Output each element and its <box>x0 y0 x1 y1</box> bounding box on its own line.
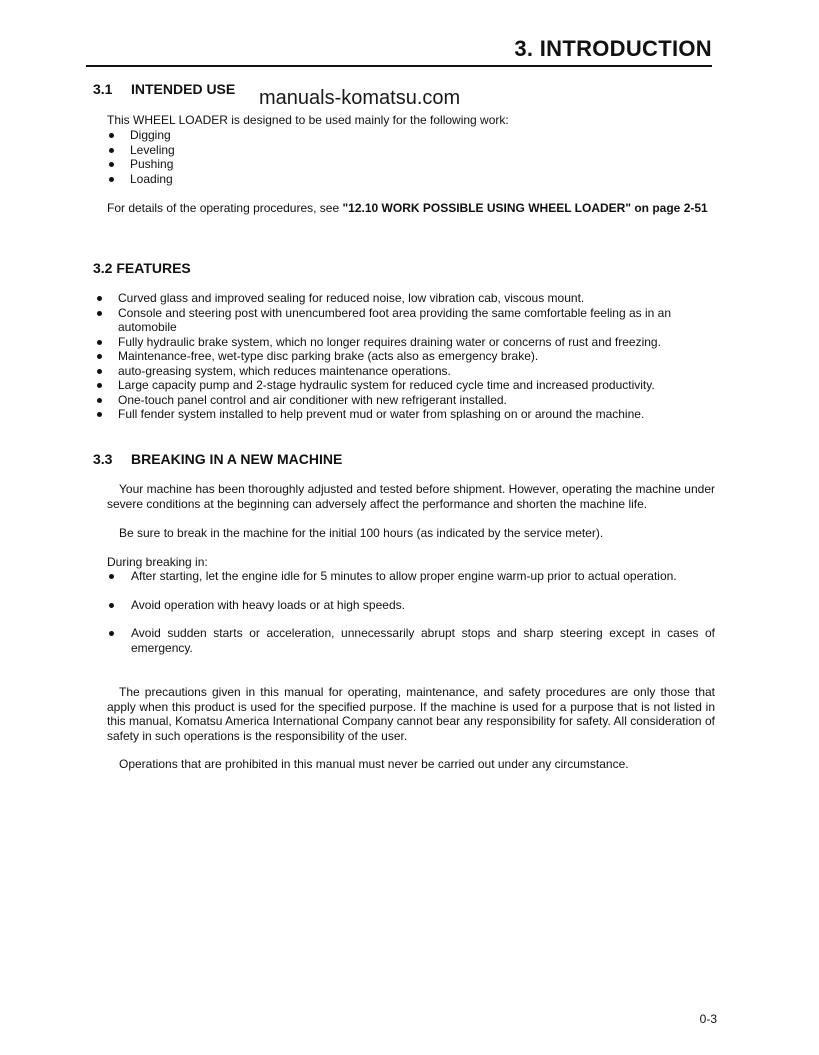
list-item: One-touch panel control and air conditioner with new refrigerant installed. <box>95 393 717 408</box>
list-item: Full fender system installed to help prevent mud or water from splashing on or around the machine. <box>95 407 717 422</box>
details-reference: "12.10 WORK POSSIBLE USING WHEEL LOADER" on page 2-51 <box>342 201 708 215</box>
details-prefix: For details of the operating procedures, see <box>107 201 343 215</box>
section-3-3-title: BREAKING IN A NEW MACHINE <box>131 451 343 467</box>
breaking-in-list <box>107 569 715 669</box>
features-list <box>95 291 717 422</box>
section-3-2-heading: 3.2 FEATURES <box>93 260 191 276</box>
section-3-3-heading <box>93 451 342 467</box>
list-item: Curved glass and improved sealing for reduced noise, low vibration cab, viscous mount. <box>95 291 717 306</box>
during-breaking-in-label: During breaking in: <box>107 555 208 569</box>
title-rule <box>86 65 712 67</box>
intended-use-list <box>107 128 407 186</box>
list-item: Maintenance-free, wet-type disc parking brake (acts also as emergency brake). <box>95 349 717 364</box>
prohibited-operations-paragraph: Operations that are prohibited in this manual must never be carried out under any circumstance. <box>119 757 629 771</box>
page-number: 0-3 <box>699 1012 717 1026</box>
list-item: Leveling <box>107 143 407 158</box>
breaking-in-paragraph-1: Your machine has been thoroughly adjusted and tested before shipment. However, operating the machine under severe conditions at the beginning can adversely affect the performance and shorten the machine life. <box>107 482 715 511</box>
list-item: Large capacity pump and 2-stage hydraulic system for reduced cycle time and increased productivity. <box>95 378 717 393</box>
section-3-1-intro: This WHEEL LOADER is designed to be used mainly for the following work: <box>107 113 509 127</box>
section-3-1-details <box>107 201 719 216</box>
list-item: Pushing <box>107 157 407 172</box>
list-item: Digging <box>107 128 407 143</box>
list-item: Console and steering post with unencumbered foot area providing the same comfortable feeling as in an automobile <box>95 306 717 335</box>
chapter-title: 3. INTRODUCTION <box>514 36 712 61</box>
list-item: After starting, let the engine idle for 5 minutes to allow proper engine warm-up prior to actual operation. <box>107 569 715 584</box>
list-item: Avoid sudden starts or acceleration, unnecessarily abrupt stops and sharp steering except in cases of emergency. <box>107 626 715 655</box>
section-3-3-number: 3.3 <box>93 451 113 467</box>
precautions-paragraph: The precautions given in this manual for operating, maintenance, and safety procedures are only those that apply when this product is used for the specified purpose. If the machine is used for a purpose that is not listed in this manual, Komatsu America International Company cannot bear any responsibility for safety. All consideration of safety in such operations is the responsibility of the user. <box>107 685 715 743</box>
breaking-in-paragraph-2: Be sure to break in the machine for the initial 100 hours (as indicated by the service meter). <box>119 526 604 540</box>
watermark: manuals-komatsu.com <box>259 87 461 109</box>
list-item: auto-greasing system, which reduces maintenance operations. <box>95 364 717 379</box>
list-item: Avoid operation with heavy loads or at high speeds. <box>107 598 715 613</box>
section-3-1-title: INTENDED USE <box>131 81 236 97</box>
section-3-1-heading <box>93 81 235 97</box>
list-item: Fully hydraulic brake system, which no longer requires draining water or concerns of rust and freezing. <box>95 335 717 350</box>
section-3-1-number: 3.1 <box>93 81 113 97</box>
list-item: Loading <box>107 172 407 187</box>
